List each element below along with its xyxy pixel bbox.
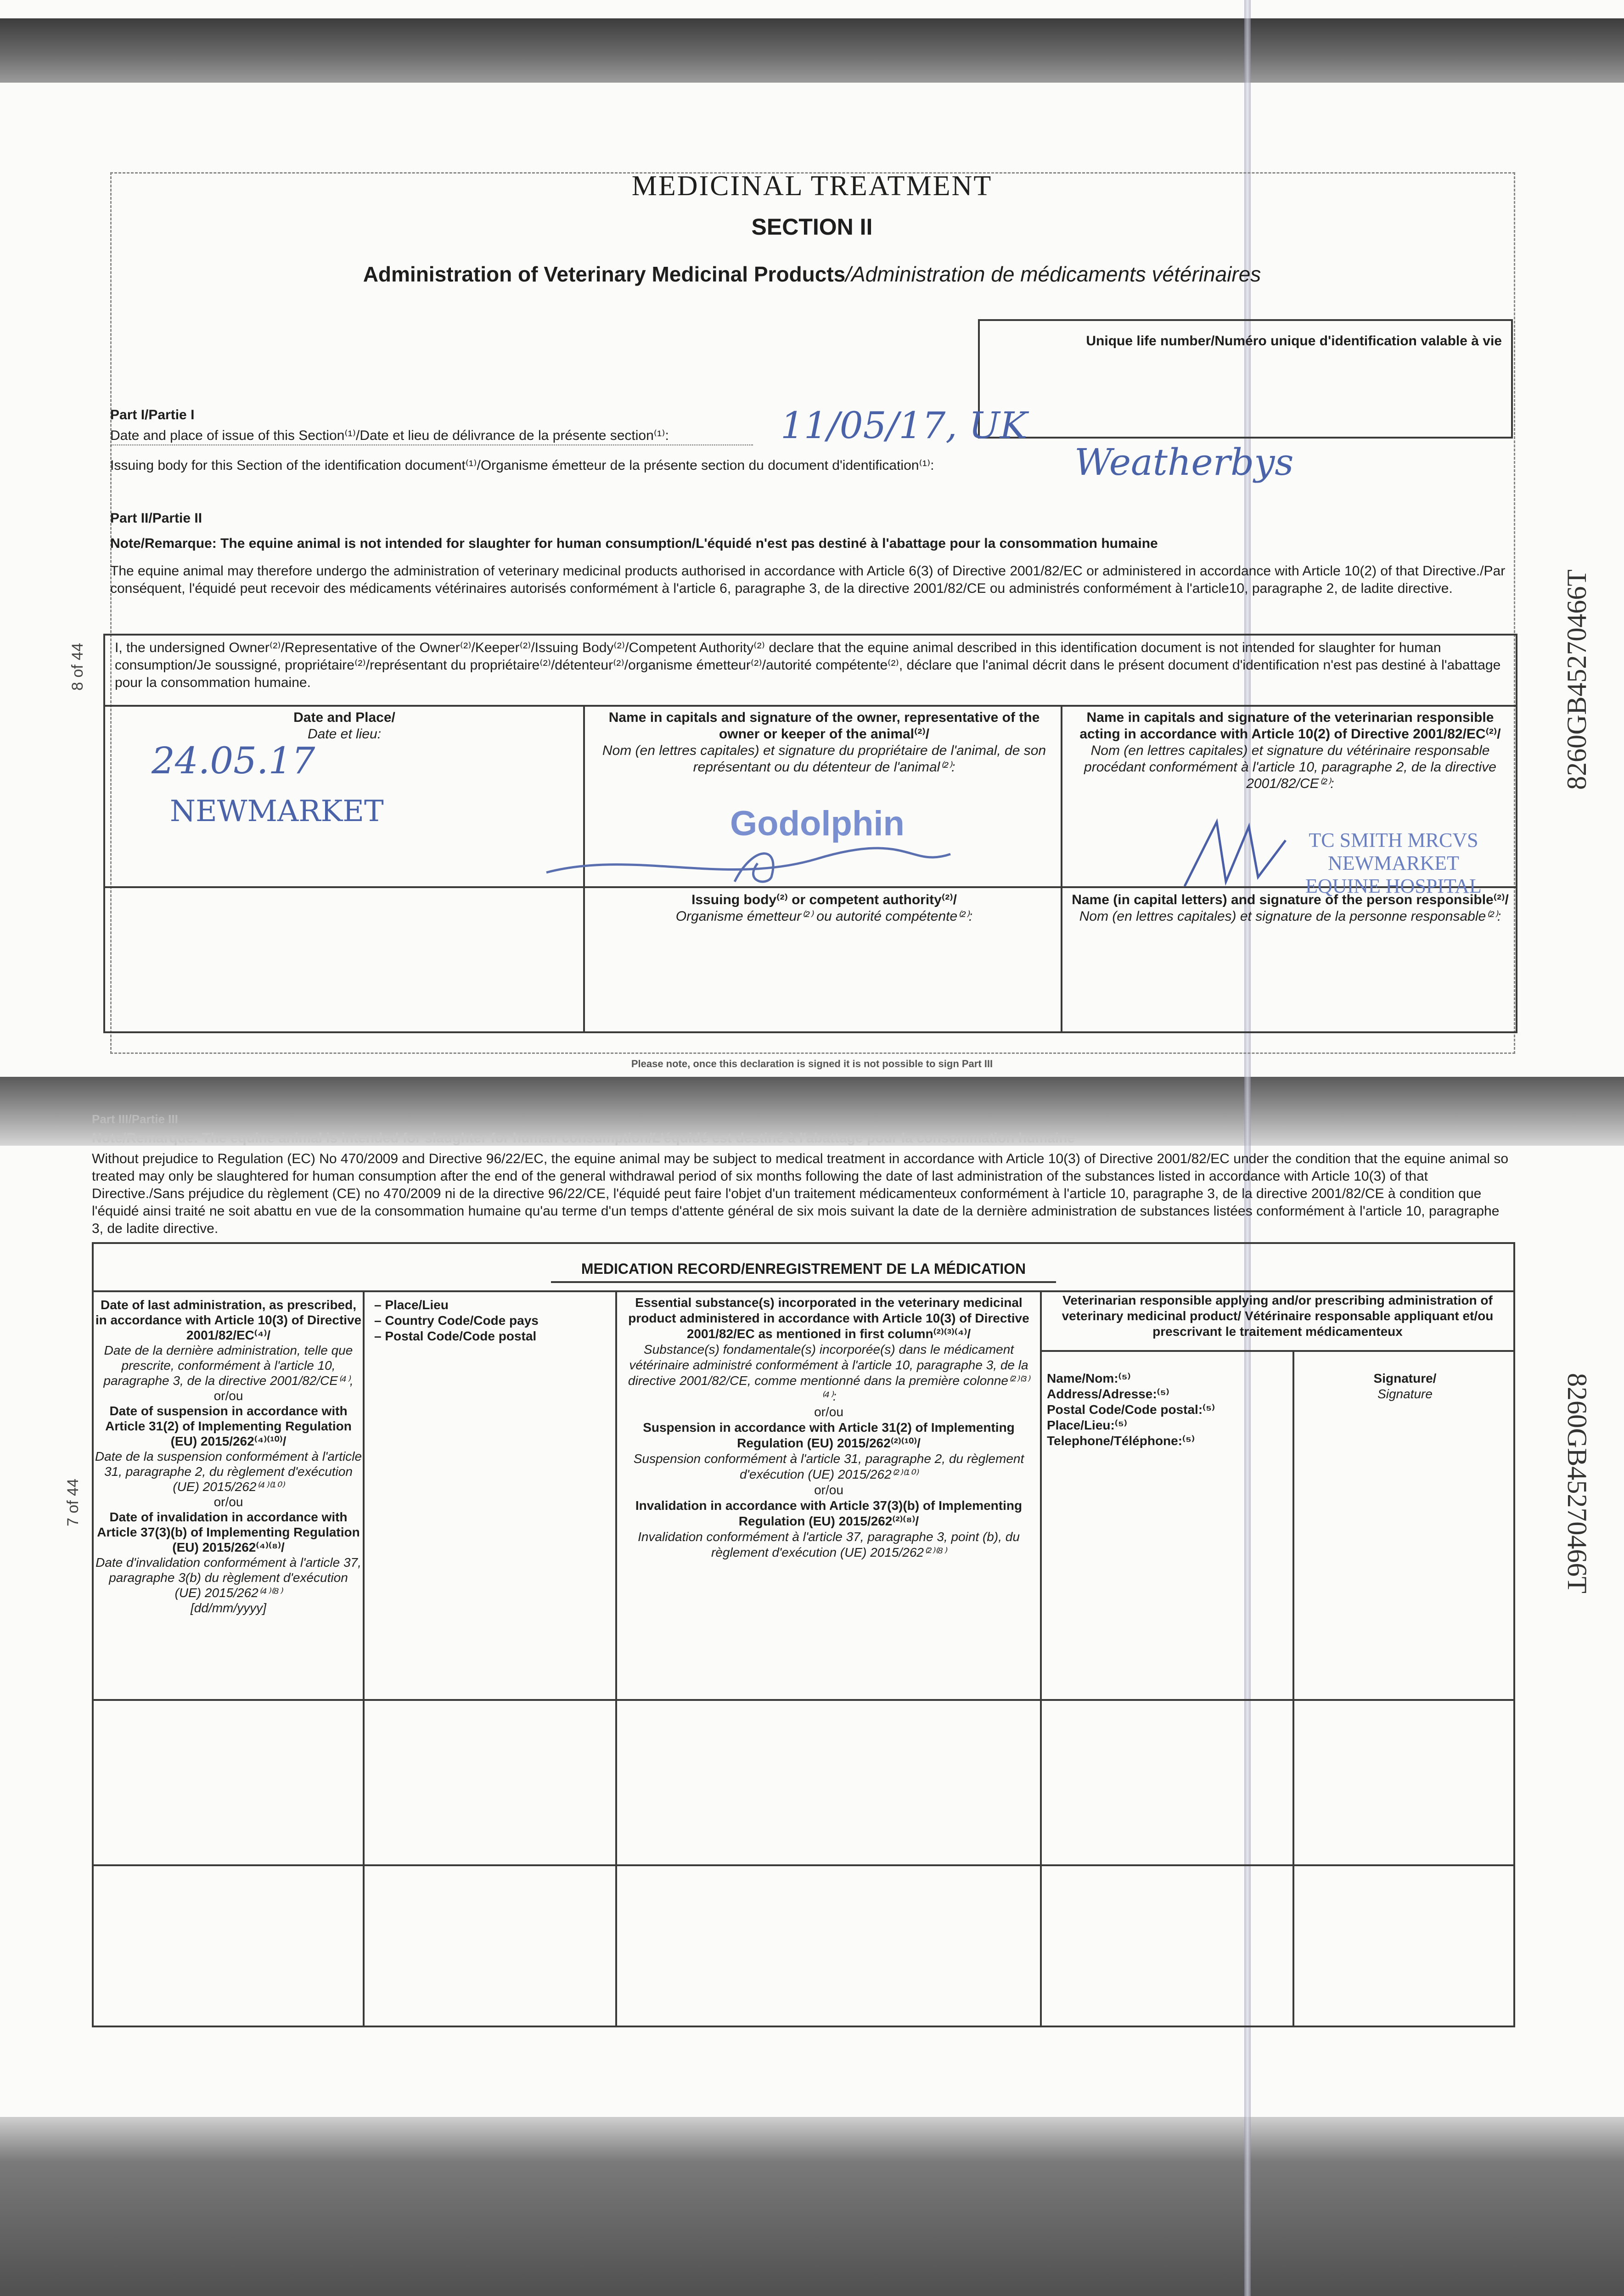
part1-issuing-label: Issuing body for this Section of the identification document⁽¹⁾/Organisme émetteur de la présente section du document d'identification⁽¹⁾:	[110, 458, 934, 473]
record-col4-header-line	[1040, 1350, 1515, 1352]
vet-postal-code-field: Postal Code/Code postal:⁽⁵⁾	[1047, 1402, 1215, 1417]
signature-label-en: Signature/	[1373, 1371, 1437, 1385]
part2-paragraph: The equine animal may therefore undergo the administration of veterinary medicinal products authorised in accordance with Article 6(3) of Directive 2001/82/EC or administered in accordance with Article 10(2) of that Directive./Par conséquent, l'équidé peut recevoir des médicaments vétérinaires autorisés conformément à l'article 6, paragraphe 3, de la directive 2001/82/CE ou administrés conformément à l'article10, paragraphe 2, de ladite directive.	[110, 563, 1506, 596]
side-code-bottom: 8260GB45270466T	[1562, 1373, 1592, 1593]
record-col1-header	[94, 1297, 363, 1615]
col3-line-6: or/ou	[814, 1483, 843, 1497]
handwritten-place: NEWMARKET	[170, 794, 384, 828]
col2-line-1: – Place/Lieu	[374, 1298, 449, 1312]
handwritten-date: 24.05.17	[152, 739, 315, 782]
vet-place-field: Place/Lieu:⁽⁵⁾	[1047, 1418, 1127, 1432]
vet-stamp-line-3: EQUINE HOSPITAL	[1305, 875, 1482, 897]
section-subtitle	[0, 262, 1624, 287]
record-col-line-2	[615, 1290, 617, 2027]
medication-record-title: MEDICATION RECORD/ENREGISTREMENT DE LA MÉDICATION	[581, 1261, 1026, 1277]
col1-line-6: or/ou	[214, 1495, 243, 1509]
record-col-line-4	[1292, 1350, 1294, 2027]
col1-line-1: Date of last administration, as prescribed, in accordance with Article 10(3) of Directive 2001/82/EC⁽⁴⁾/	[95, 1298, 362, 1342]
record-col2-header	[374, 1297, 613, 1344]
col1-line-4: Date of suspension in accordance with Article 31(2) of Implementing Regulation (EU) 2015/262⁽⁴⁾⁽¹⁰⁾/	[105, 1404, 352, 1448]
person-responsible-cell	[1065, 892, 1515, 925]
scan-shadow-top	[0, 18, 1624, 83]
owner-stamp: Godolphin	[730, 804, 905, 843]
person-label-fr: Nom (en lettres capitales) et signature de la personne responsable⁽²⁾:	[1079, 909, 1501, 924]
col3-line-2: Substance(s) fondamentale(s) incorporée(s) dans le médicament vétérinaire administré conformément à l'article 10, paragraphe 3, de la directive 2001/82/CE, comme mentionné dans la première colonne⁽²⁾⁽³⁾⁽⁴⁾:	[628, 1342, 1030, 1403]
signature-label-fr: Signature	[1377, 1387, 1433, 1401]
col3-line-1: Essential substance(s) incorporated in the veterinary medicinal product administered in accordance with Article 10(3) of Directive 2001/82/EC as mentioned in first column⁽²⁾⁽³⁾⁽⁴⁾/	[628, 1295, 1029, 1341]
record-col3-header	[622, 1295, 1035, 1560]
part3-heading: Part III/Partie III	[92, 1112, 178, 1126]
col3-line-7: Invalidation in accordance with Article 37(3)(b) of Implementing Regulation (EU) 2015/262⁽²⁾⁽⁸⁾/	[635, 1498, 1023, 1528]
record-row-line-2	[92, 1864, 1515, 1866]
side-code-top: 8260GB45270466T	[1562, 569, 1592, 790]
page-number-bottom: 7 of 44	[64, 1479, 82, 1526]
col1-line-5: Date de la suspension conformément à l'article 31, paragraphe 2, du règlement d'exécution (UE) 2015/262⁽⁴⁾⁽¹⁰⁾	[95, 1449, 362, 1494]
date-place-cell	[106, 709, 583, 743]
scan-shadow-bottom	[0, 2117, 1624, 2296]
ulin-label: Unique life number/Numéro unique d'identification valable à vie	[1086, 333, 1502, 349]
vet-label-en: Name in capitals and signature of the veterinarian responsible acting in accordance with Article 10(2) of Directive 2001/82/EC⁽²⁾/	[1079, 710, 1501, 742]
col3-line-3: or/ou	[814, 1405, 843, 1419]
date-place-label-fr: Date et lieu:	[307, 726, 382, 742]
owner-label-en: Name in capitals and signature of the owner, representative of the owner or keeper of the animal⁽²⁾/	[608, 710, 1040, 742]
col1-line-9: [dd/mm/yyyy]	[191, 1601, 266, 1615]
vet-stamp	[1286, 829, 1501, 898]
record-col4-title: Veterinarian responsible applying and/or prescribing administration of veterinary medicinal product/ Vétérinaire responsable appliquant et/ou prescrivant le traitement médicamenteux	[1062, 1293, 1494, 1339]
part1-date-label: Date and place of issue of this Section⁽¹⁾/Date et lieu de délivrance de la présente section⁽¹⁾:	[110, 427, 753, 445]
record-col4-fields	[1047, 1371, 1290, 1449]
part1-heading: Part I/Partie I	[110, 407, 195, 422]
record-col5-header	[1299, 1371, 1511, 1402]
subtitle-fr: /Administration de médicaments vétérinaires	[845, 262, 1261, 286]
vet-label-fr: Nom (en lettres capitales) et signature du vétérinaire responsable procédant conformément à l'article 10, paragraphe 2, de la directive 2001/82/CE⁽²⁾:	[1084, 743, 1496, 791]
page-number-top: 8 of 44	[69, 643, 86, 691]
record-header-line	[551, 1281, 1056, 1283]
record-row-line-1	[92, 1699, 1515, 1701]
owner-signature-scribble	[542, 840, 955, 891]
col1-line-3: or/ou	[214, 1389, 243, 1403]
issuing-body-cell	[588, 892, 1061, 925]
vet-stamp-line-1: TC SMITH MRCVS	[1309, 829, 1478, 851]
col2-line-2: – Country Code/Code pays	[374, 1313, 539, 1328]
col3-line-5: Suspension conformément à l'article 31, paragraphe 2, du règlement d'exécution (UE) 2015/262⁽²⁾⁽¹⁰⁾	[633, 1452, 1024, 1481]
part3-note: Note/Remarque: The equine animal is intended for slaughter for human consumption/L'équidé est destiné à l'abattage pour la consommation humaine	[92, 1131, 1075, 1146]
col1-line-8: Date d'invalidation conformément à l'article 37, paragraphe 3(b) du règlement d'exécution (UE) 2015/262⁽⁴⁾⁽⁸⁾	[96, 1555, 361, 1600]
declaration-text: I, the undersigned Owner⁽²⁾/Representative of the Owner⁽²⁾/Keeper⁽²⁾/Issuing Body⁽²⁾/Competent Authority⁽²⁾ declare that the equine animal described in this identification document is not intended for slaughter for human consumption/Je soussigné, propriétaire⁽²⁾/représentant du propriétaire⁽²⁾/détenteur⁽²⁾/organisme émetteur⁽²⁾/autorité compétente⁽²⁾, déclare que l'animal décrit dans le présent document d'identification n'est pas destiné à l'abattage pour la consommation humaine.	[115, 640, 1501, 690]
person-label-en: Name (in capital letters) and signature of the person responsible⁽²⁾/	[1072, 892, 1509, 907]
issuing-body-label-en: Issuing body⁽²⁾ or competent authority⁽²⁾/	[691, 892, 957, 907]
part2-footnote: Please note, once this declaration is signed it is not possible to sign Part III	[631, 1058, 993, 1069]
issuing-body-label-fr: Organisme émetteur⁽²⁾ ou autorité compétente⁽²⁾:	[675, 909, 973, 924]
col2-line-3: – Postal Code/Code postal	[374, 1329, 537, 1343]
part3-paragraph: Without prejudice to Regulation (EC) No 470/2009 and Directive 96/22/EC, the equine animal may be subject to medical treatment in accordance with Article 10(3) of Directive 2001/82/EC under the condition that the equine animal so treated may only be slaughtered for human consumption after the end of the general withdrawal period of six months following the date of last administration of the substances listed in accordance with Article 10(3) of that Directive./Sans préjudice du règlement (CE) no 470/2009 ni de la directive 96/22/CE, l'équidé peut faire l'objet d'un traitement médicamenteux conformément à l'article 10, paragraphe 3, de la directive 2001/82/CE à condition que l'équidé ainsi traité ne soit abattu en vue de la consommation humaine qu'au terme d'un temps d'attente général de six mois suivant la date de la dernière administration de substances listées conformément à l'article 10, paragraphe 3, de ladite directive.	[92, 1151, 1509, 1236]
record-col-line-3	[1040, 1290, 1042, 2027]
part1-date-value: 11/05/17, UK	[781, 404, 1028, 447]
record-header-bottom	[92, 1290, 1515, 1292]
vet-stamp-line-2: NEWMARKET	[1328, 852, 1459, 874]
ulin-box	[978, 319, 1513, 439]
owner-label-fr: Nom (en lettres capitales) et signature du propriétaire de l'animal, de son représentant ou du détenteur de l'animal⁽²⁾:	[602, 743, 1046, 775]
vet-signature-scribble	[1175, 813, 1295, 891]
page-title: MEDICINAL TREATMENT	[631, 170, 993, 202]
vet-address-field: Address/Adresse:⁽⁵⁾	[1047, 1387, 1169, 1401]
record-col-line-1	[363, 1290, 365, 2027]
section-title: SECTION II	[751, 214, 873, 240]
part2-note: Note/Remarque: The equine animal is not intended for slaughter for human consumption/L'équidé n'est pas destiné à l'abattage pour la consommation humaine	[110, 536, 1158, 551]
col3-line-4: Suspension in accordance with Article 31(2) of Implementing Regulation (EU) 2015/262⁽²⁾⁽¹⁰⁾/	[643, 1420, 1015, 1450]
col1-line-7: Date of invalidation in accordance with Article 37(3)(b) of Implementing Regulation (EU) 2015/262⁽⁴⁾⁽⁸⁾/	[97, 1510, 360, 1554]
col1-line-2: Date de la dernière administration, telle que prescrite, conformément à l'article 10, paragraphe 3, de la directive 2001/82/CE⁽⁴⁾,	[103, 1343, 354, 1388]
declaration-col-line-2	[1061, 705, 1062, 1033]
vet-name-field: Name/Nom:⁽⁵⁾	[1047, 1371, 1131, 1385]
subtitle-en: Administration of Veterinary Medicinal Products	[363, 262, 846, 286]
vet-telephone-field: Telephone/Téléphone:⁽⁵⁾	[1047, 1434, 1195, 1448]
part2-heading: Part II/Partie II	[110, 511, 202, 526]
date-place-label-en: Date and Place/	[293, 710, 395, 725]
declaration-row-line	[103, 705, 1517, 707]
vet-signature-cell	[1065, 709, 1515, 792]
owner-signature-cell	[588, 709, 1061, 776]
part1-issuing-value: Weatherbys	[1074, 441, 1294, 484]
col3-line-8: Invalidation conformément à l'article 37, paragraphe 3, point (b), du règlement d'exécution (UE) 2015/262⁽²⁾⁽⁸⁾	[638, 1530, 1020, 1559]
